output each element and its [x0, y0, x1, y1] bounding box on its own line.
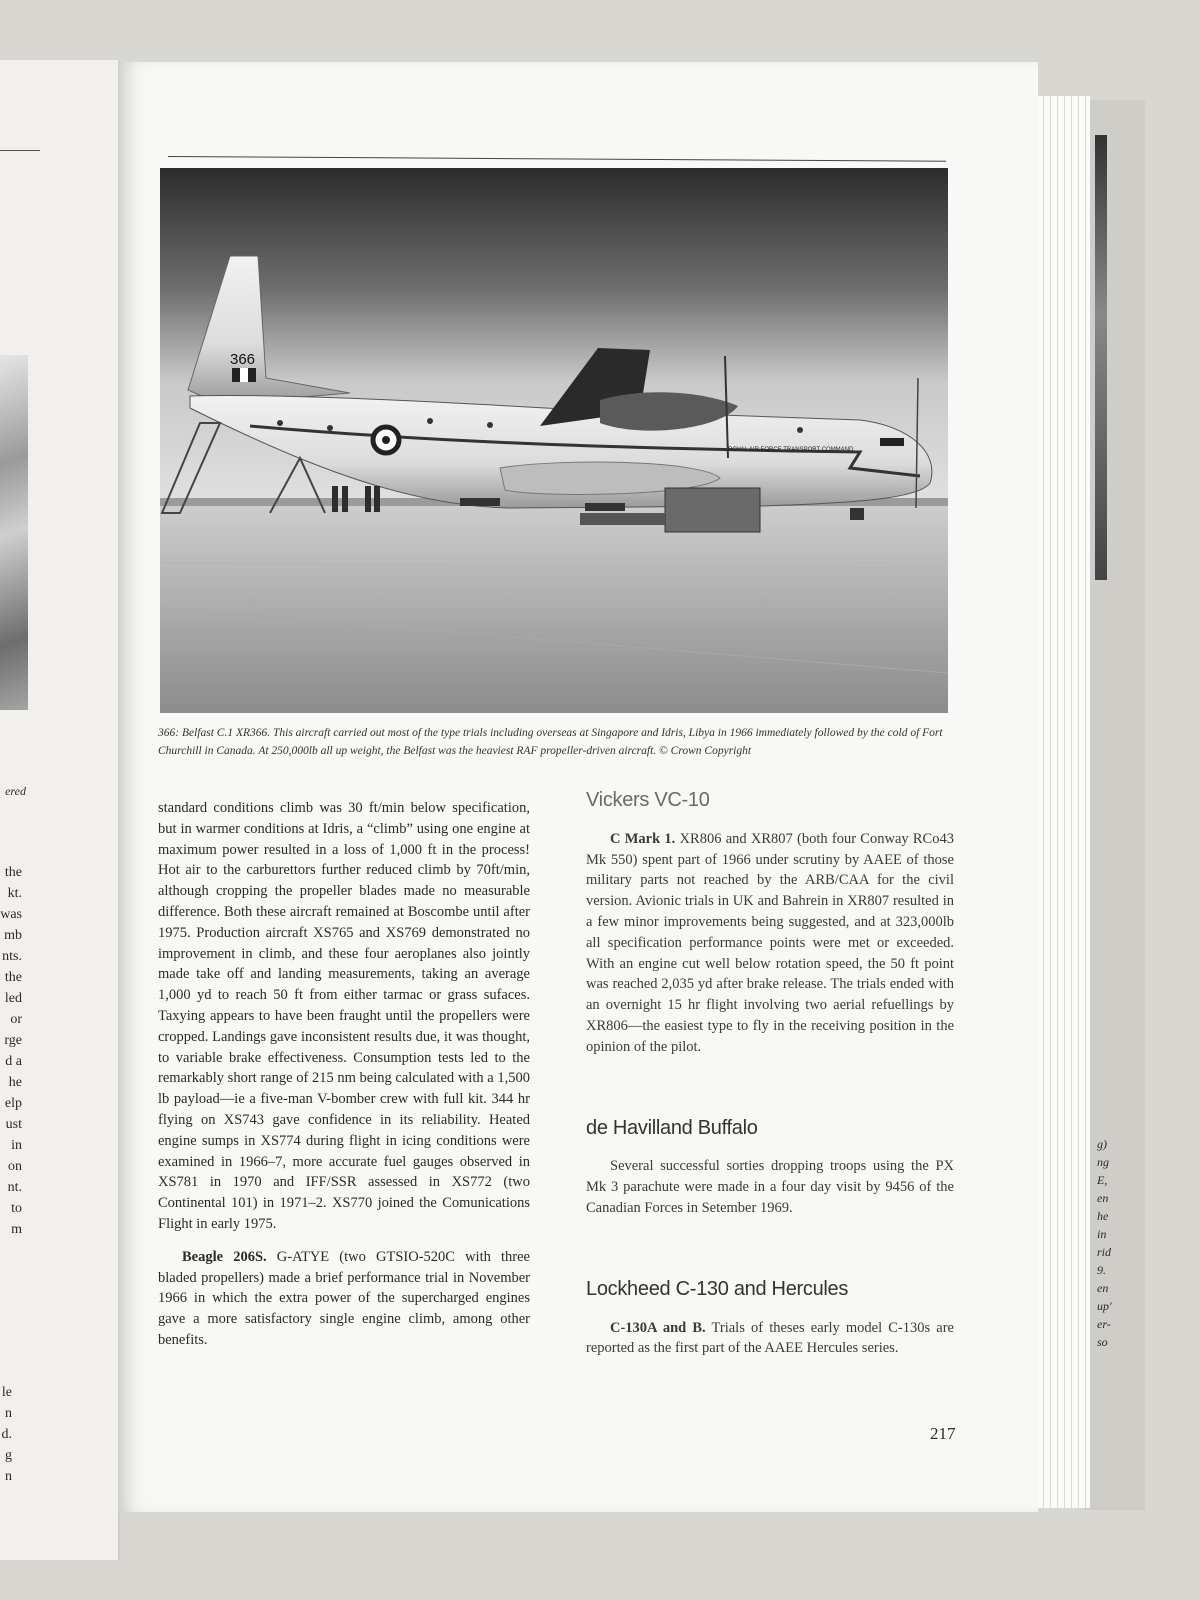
- book-page: [118, 62, 1038, 1512]
- left-page-line-fragment: d.: [1, 1427, 12, 1442]
- left-page-line-fragment: in: [11, 1138, 22, 1153]
- vc10-text: XR806 and XR807 (both four Conway RCo43 Mk 550) spent part of 1966 under scrutiny by AAEE of those military parts not reached by the ARB/CAA for the civil version. Avionic trials in UK and Bahrein in XR807 resulted in a few minor improvements being suggested, and at 323,000lb all specification performance points were met or exceeded. With an engine cut well below rotation speed, the 50 ft point was reached 2,035 yd after brake release. The trials ended with an overnight 15 hr flight involving two aerial refuellings by XR806—the easiest type to fly in the receiving position in the opinion of the pilot.: [586, 830, 954, 1055]
- left-page-line-fragment: was: [0, 907, 22, 922]
- left-page-line-fragment: he: [8, 1075, 22, 1090]
- buffalo-paragraph: Several successful sorties dropping troops using the PX Mk 3 parachute were made in a four day visit by 9456 of the Canadian Forces in Setember 1969.: [586, 1158, 954, 1216]
- right-page-line-fragment: g): [1097, 1137, 1107, 1151]
- left-page-line-fragment: kt.: [7, 886, 22, 901]
- left-page-line-fragment: on: [8, 1159, 22, 1174]
- left-page-line-fragment: to: [11, 1201, 22, 1216]
- hercules-paragraph: [586, 1318, 954, 1360]
- left-page-line-fragment: le: [1, 1385, 12, 1400]
- header-rule: [168, 156, 946, 162]
- page-number: 217: [930, 1424, 956, 1443]
- right-page-line-fragment: ng: [1097, 1155, 1109, 1169]
- right-page-line-fragment: he: [1097, 1209, 1109, 1223]
- left-page-line-fragment: the: [4, 865, 22, 880]
- right-page-line-fragment: 9.: [1097, 1263, 1106, 1277]
- left-page-line-fragment: nt.: [7, 1180, 22, 1195]
- left-page-line-fragment: m: [11, 1222, 22, 1237]
- vc10-lead: C Mark 1.: [610, 830, 676, 847]
- photo-caption: 366: Belfast C.1 XR366. This aircraft carried out most of the type trials including overseas at Singapore and Idris, Libya in 1966 immediately followed by the cold of Fort Churchill in Canada. At 250,000lb all up weight, the Belfast was the heaviest RAF propeller-driven aircraft. © Crown Copyright: [158, 727, 943, 757]
- right-column: [586, 790, 954, 1371]
- left-page-line-fragment: elp: [4, 1096, 22, 1111]
- belfast-aircraft-photo: [160, 168, 948, 713]
- right-page-line-fragment: up': [1097, 1299, 1112, 1313]
- vc10-paragraph: [586, 829, 954, 1058]
- beagle-text: G-ATYE (two GTSIO-520C with three bladed propellers) made a brief performance trial in November 1966 in which the extra power of the supercharged engines gave a more satisfactory single engine climb, among other benefits.: [158, 1248, 530, 1348]
- buffalo-heading: de Havilland Buffalo: [586, 1116, 758, 1139]
- left-page-line-fragment: nts.: [2, 949, 22, 964]
- left-page-line-fragment: the: [4, 970, 22, 985]
- tail-number: 366: [230, 351, 256, 368]
- left-page-line-fragment: led: [4, 991, 22, 1006]
- right-page-line-fragment: so: [1097, 1335, 1108, 1349]
- page-edges: [1030, 96, 1090, 1508]
- right-page-line-fragment: E,: [1097, 1173, 1108, 1187]
- left-page-caption-fragment: ered: [5, 784, 26, 798]
- left-page-text-fragments-lower: [0, 1382, 12, 1487]
- left-page-line-fragment: n: [5, 1406, 12, 1421]
- right-page-line-fragment: en: [1097, 1281, 1109, 1295]
- hercules-heading: Lockheed C-130 and Hercules: [586, 1277, 849, 1300]
- hercules-text: Trials of theses early model C-130s are reported as the first part of the AAEE Hercules series.: [586, 1319, 954, 1357]
- left-facing-page: [0, 60, 120, 1560]
- right-page-photo: [1095, 135, 1107, 580]
- left-page-line-fragment: rge: [4, 1033, 22, 1048]
- right-page-line-fragment: rid: [1097, 1245, 1112, 1259]
- left-page-text-fragments: [0, 862, 22, 1240]
- vc10-heading: Vickers VC-10: [586, 789, 710, 811]
- belfast-paragraph: standard conditions climb was 30 ft/min below specification, but in warmer conditions at Idris, a “climb” using one engine at maximum power resulted in a loss of 1,000 ft in the process! Hot air to the carburettors further reduced climb by 70ft/min, although cropping the propeller blades made no measurable difference. Both these aircraft remained at Boscombe until after 1975. Production aircraft XS765 and XS769 demonstrated no improvement in climb, and these four aeroplanes also jointly made take off and landing measurements, taking an average 1,000 yd to reach 50 ft from either tarmac or grass sufaces. Taxying appears to have been fraught until the propellers were cropped. Landings gave inconsistent results due, it was thought, to variable brake effectiveness. Consumption tests led to the remarkably short range of 215 nm being calculated with a 1,500 lb payload—ie a five-man V-bomber crew with full kit. 344 hr flying on XS743 gave confidence in its reliability. Heated engine sumps in XS774 during flight in icing conditions were examined in 1966–7, more accurate fuel gauges observed in XS781 in 1970 and IFF/SSR assessed in XS772 (two Continental 101) in 1971–2. XS770 joined the Comunications Flight in early 1975.: [158, 800, 530, 1232]
- right-page-line-fragment: in: [1097, 1227, 1107, 1241]
- beagle-paragraph: [158, 1247, 530, 1351]
- right-margin-fragments: [1097, 1135, 1137, 1351]
- left-page-line-fragment: or: [10, 1012, 22, 1027]
- hercules-lead: C-130A and B.: [610, 1319, 706, 1336]
- left-page-rule: [0, 150, 40, 151]
- fuselage-lettering: ROYAL AIR FORCE TRANSPORT COMMAND: [728, 447, 854, 453]
- right-page-line-fragment: en: [1097, 1191, 1109, 1205]
- left-page-line-fragment: ust: [5, 1117, 22, 1132]
- left-page-line-fragment: g: [5, 1448, 12, 1463]
- left-page-line-fragment: n: [5, 1469, 12, 1484]
- left-page-photo: [0, 355, 28, 710]
- right-page-line-fragment: er-: [1097, 1317, 1111, 1331]
- left-column: [158, 798, 530, 1363]
- beagle-lead: Beagle 206S.: [182, 1248, 267, 1265]
- left-page-line-fragment: mb: [4, 928, 22, 943]
- left-page-line-fragment: d a: [5, 1054, 22, 1069]
